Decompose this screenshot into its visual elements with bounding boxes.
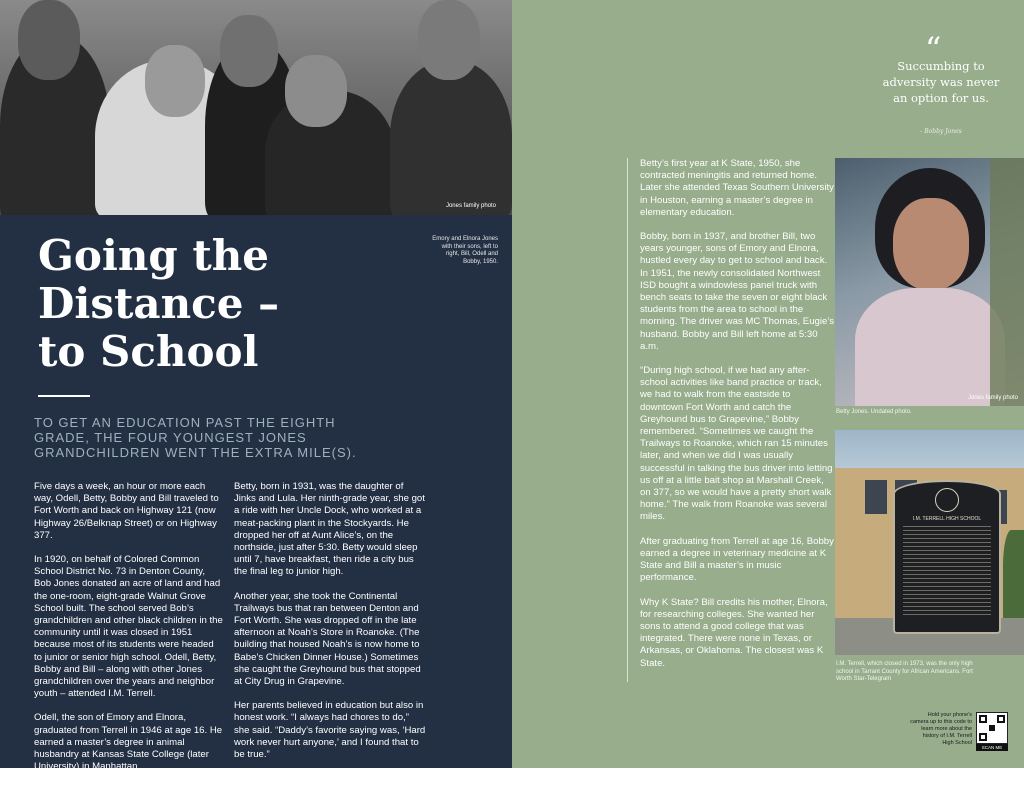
qr-scan-label: SCAN ME [976,744,1008,751]
title-line: Distance – [38,279,280,328]
title-divider [38,395,90,397]
paragraph: Another year, she took the Continental Trailways bus that ran between Denton and Fort Worth. She was dropped off in the late afternoon at Noah’s Store in Roanoke. (The building that housed Noah’s is now home to Babe’s Chicken Dinner House.) Sometimes she caught the Greyhound bus that stopped at City Drug in Grapevine. [234,590,421,688]
marker-emblem-icon [935,488,959,512]
qr-prompt: Hold your phone’s camera up to this code to learn more about the history of I.M. Terrell High School [910,712,972,746]
family-photo [0,0,512,215]
title-line: Going the [38,231,270,280]
school-photo-caption: I.M. Terrell, which closed in 1973, was the only high school in Tarrant County for African Americans. Fort Worth Star-Telegram [836,661,973,682]
paragraph: “During high school, if we had any after-school activities like band practice or track, we had to walk from the eastside to downtown Fort Worth and catch the Greyhound bus to Grapevine,” Bobby remembered. “Sometimes we caught the Trailways to Roanoke, which ran 15 minutes later, and when we did I was usually successful in talking the bus driver into letting us off at a little bait shop at Marshall Creek, on 377, so we would have a pretty short walk home.” The walk from Roanoke was several miles. [640,365,833,523]
paragraph: Betty’s first year at K State, 1950, she contracted meningitis and returned home. Later she attended Texas Southern University in Houston, earning a master’s degree in elementary education. [640,158,834,218]
pull-quote: Succumbing to adversity was never an option for us. [882,59,1000,105]
family-photo-caption: Emory and Elnora Jones with their sons, left to right, Bill, Odell and Bobby, 1950. [432,236,498,265]
betty-photo-caption: Betty Jones. Undated photo. [836,409,912,415]
paragraph: Betty, born in 1931, was the daughter of Jinks and Lula. Her ninth-grade year, she got a ride with her Uncle Dock, who worked at a meat-packing plant in the Stockyards. He dropped her off at Aunt Alice’s, on the northside, just after 5:30. Betty would sleep until 7, have breakfast, then ride a city bus the final leg to junior high. [234,481,425,578]
paragraph: In 1920, on behalf of Colored Common School District No. 73 in Denton County, Bob Jones donated an acre of land and had the one-room, eight-grade Walnut Grove School built. The school served Bob’s grandchildren and other black children in the community until it was closed in 1951 because most of its students were headed to junior or senior high school. Odell, Betty, Bobby and Bill – along with other Jones grandchildren over the years and neighbor youth – attended I.M. Terrell. [34,554,223,700]
page-title [38,232,279,376]
paragraph: Odell, the son of Emory and Elnora, graduated from Terrell in 1946 at age 16. He earned a master’s degree in animal husbandry at Kansas State College (later University) in Manhattan. [34,712,223,773]
paragraph: After graduating from Terrell at age 16, Bobby earned a degree in veterinary medicine at K State and Bill a master’s in music performance. [640,535,834,584]
pull-quote-author: - Bobby Jones [920,128,962,135]
paragraph: Bobby, born in 1937, and brother Bill, two years younger, sons of Emory and Elnora, hustled every day to get to school and back. In 1951, the newly consolidated Northwest ISD bought a windowless panel truck with bench seats to take the seven or eight black students from the area to school in the morning. The driver was MC Thomas, Eugie’s husband. Bobby and Bill left home at 5:30 a.m. [640,231,835,352]
subheading: TO GET AN EDUCATION PAST THE EIGHTH GRADE, THE FOUR YOUNGEST JONES GRANDCHILDREN WENT THE EXTRA MILE(S). [34,415,357,460]
qr-code[interactable] [976,712,1008,744]
school-photo [835,430,1024,655]
title-line: to School [38,327,259,376]
paragraph: Her parents believed in education but also in honest work. “I always had chores to do,” she said. “Daddy’s favorite saying was, ‘Hard work never hurt anyone,’ and I found that to be true.” [234,700,426,761]
left-panel [0,0,512,773]
historical-marker [893,480,1001,634]
quote-mark-icon: “ [925,30,942,68]
family-photo-credit: Jones family photo [445,203,496,209]
paragraph: Why K State? Bill credits his mother, Elnora, for researching colleges. She wanted her sons to attend a good college that was integrated. There were none in Texas, or Arkansas, or Oklahoma. The closest was K State. [640,596,828,669]
body-column-3 [627,158,836,682]
betty-photo-credit: Jones family photo [967,394,1018,401]
paragraph: Five days a week, an hour or more each way, Odell, Betty, Bobby and Bill traveled to Fort Worth and back on Highway 121 (now Highway 26/Belknap Street) or on Highway 377. [34,481,219,541]
marker-title: I.M. TERRELL HIGH SCHOOL [912,516,982,522]
body-column-2 [234,481,426,773]
body-column-1 [34,481,224,785]
betty-photo [835,158,1024,406]
